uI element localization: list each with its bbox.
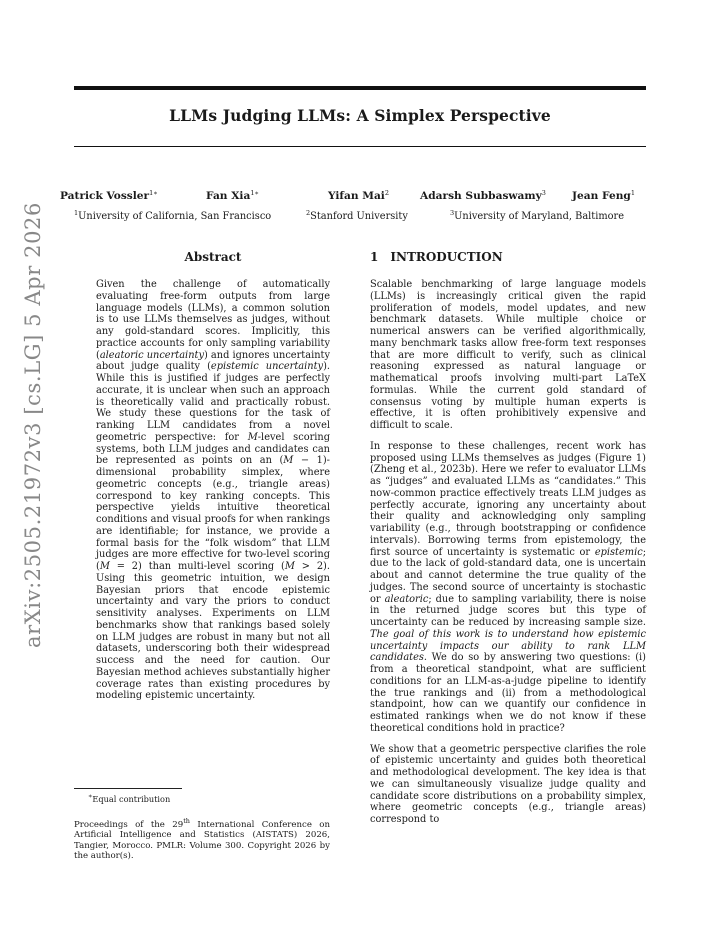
author-name: Jean Feng$^1$ xyxy=(572,189,635,202)
affiliation: $^2$Stanford University xyxy=(306,209,408,222)
title-rule-top xyxy=(74,86,646,90)
author-name: Adarsh Subbaswamy$^3$ xyxy=(420,189,546,202)
proceedings-note: Proceedings of the 29th International Conference on Artificial Intelligence and Statistics (AISTATS) 2026, Tangier, Morocco. PMLR: Volume 300. Copyright 2026 by the author(s). xyxy=(74,817,330,862)
affiliation-list xyxy=(60,209,660,223)
intro-paragraph: Scalable benchmarking of large language models (LLMs) is increasingly critical given the rapid proliferation of models, model updates, and new benchmark datasets. While multiple choice or numerical answers can be verified algorithmically, many benchmark tasks allow free-form text responses that are more difficult to verify, such as clinical reasoning expressed as natural language or mathematical proofs involving multi-part LaTeX formulas. While the current gold standard of consensus voting by multiple human experts is effective, it is often prohibitively expensive and difficult to scale. xyxy=(370,279,646,431)
intro-paragraph: In response to these challenges, recent work has proposed using LLMs themselves as judges (Figure 1) (Zheng et al., 2023b). Here we refer to evaluator LLMs as “judges” and evaluated LLMs as “candidates.” This now-common practice effectively treats LLM judges as perfectly accurate, ignoring any uncertainty about their quality and acknowledging only sampling variability (e.g., through bootstrapping or confidence intervals). Borrowing terms from epistemology, the first source of uncertainty is systematic or epistemic; due to the lack of gold-standard data, one is uncertain about and cannot determine the true quality of the judges. The second source of uncertainty is stochastic or aleatoric; due to sampling variability, there is noise in the returned judge scores but this type of uncertainty can be reduced by increasing sample size. The goal of this work is to understand how epistemic uncertainty impacts our ability to rank LLM candidates. We do so by answering two questions: (i) from a theoretical standpoint, what are sufficient conditions for an LLM-as-a-judge pipeline to identify the true rankings and (ii) from a methodological standpoint, how can we quantify our confidence in estimated rankings when we do not know if these theoretical conditions hold in practice? xyxy=(370,440,646,734)
intro-paragraph: We show that a geometric perspective clarifies the role of epistemic uncertainty and guides both theoretical and methodological development. The key idea is that we can simultaneously visualize judge quality and candidate score distributions on a probability simplex, where geometric concepts (e.g., triangle areas) correspond to xyxy=(370,743,646,825)
footnote-rule xyxy=(74,788,182,789)
affiliation: $^1$University of California, San Francisco xyxy=(74,209,272,222)
footnote-equal-contribution: ∗Equal contribution xyxy=(88,792,171,804)
arxiv-identifier: arXiv:2505.21972v3 [cs.LG] 5 Apr 2026 xyxy=(21,202,45,648)
section-heading-introduction: 1 INTRODUCTION xyxy=(370,250,503,264)
abstract-heading: Abstract xyxy=(184,250,242,264)
author-name: Fan Xia$^{1∗}$ xyxy=(206,189,259,202)
abstract-text: Given the challenge of automatically evaluating free-form outputs from large language models (LLMs), a common solution is to use LLMs themselves as judges, without any gold-standard scores. Implicitly, this practice accounts for only sampling variability (aleatoric uncertainty) and ignores uncertainty about judge quality (epistemic uncertainty). While this is justified if judges are perfectly accurate, it is unclear when such an approach is theoretically valid and practically robust. We study these questions for the task of ranking LLM candidates from a novel geometric perspective: for M-level scoring systems, both LLM judges and candidates can be represented as points on an (M − 1)-dimensional probability simplex, where geometric concepts (e.g., triangle areas) correspond to key ranking concepts. This perspective yields intuitive theoretical conditions and visual proofs for when rankings are identifiable; for instance, we provide a formal basis for the “folk wisdom” that LLM judges are more effective for two-level scoring (M = 2) than multi-level scoring (M > 2). Using this geometric intuition, we design Bayesian priors that encode epistemic uncertainty and vary the priors to conduct sensitivity analyses. Experiments on LLM benchmarks show that rankings based solely on LLM judges are robust in many but not all datasets, underscoring both their widespread success and the need for caution. Our Bayesian method achieves substantially higher coverage rates than existing procedures by modeling epistemic uncertainty. xyxy=(96,279,330,702)
author-list xyxy=(60,189,660,203)
affiliation: $^3$University of Maryland, Baltimore xyxy=(450,209,625,222)
author-name: Patrick Vossler$^{1∗}$ xyxy=(60,189,158,202)
paper-title: LLMs Judging LLMs: A Simplex Perspective xyxy=(169,106,551,125)
author-name: Yifan Mai$^2$ xyxy=(328,189,389,202)
introduction-body xyxy=(370,279,646,835)
title-rule-bottom xyxy=(74,146,646,147)
